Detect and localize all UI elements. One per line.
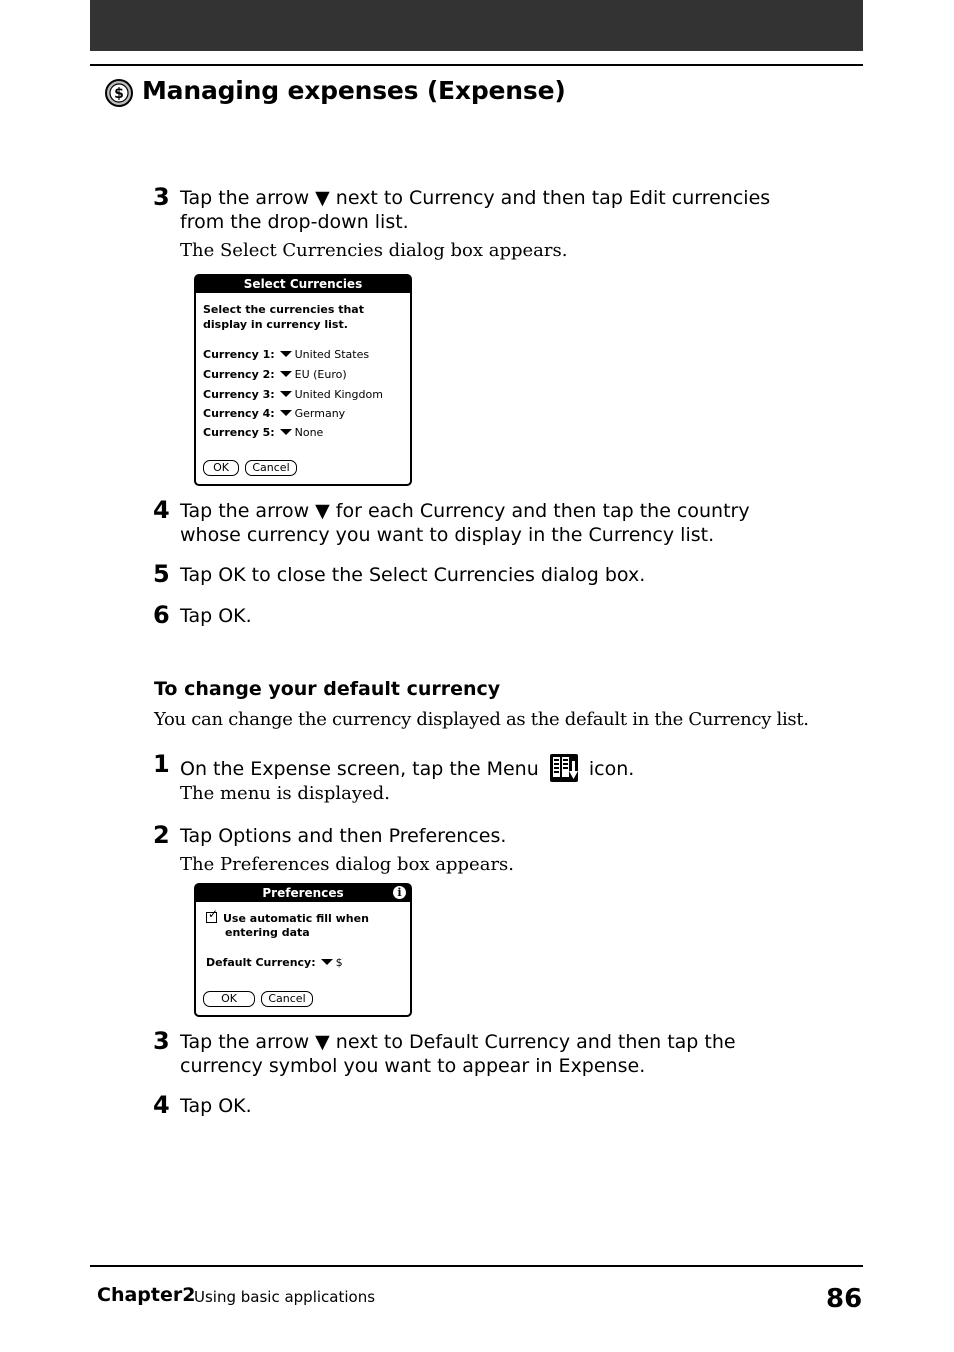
step-text: [180, 753, 634, 783]
checkbox-label-line: entering data: [225, 926, 310, 939]
footer-subtitle: Using basic applications: [194, 1288, 376, 1306]
step-number: 3: [153, 183, 170, 211]
dialog-title: Select Currencies: [196, 276, 410, 293]
ok-button[interactable]: OK: [203, 991, 255, 1007]
step-text: Tap the arrow ▼ for each Currency and then tap the country: [180, 500, 750, 522]
currency-value[interactable]: Germany: [294, 407, 346, 420]
step-number: 2: [153, 821, 170, 849]
cancel-button[interactable]: Cancel: [261, 991, 313, 1007]
header-rule: [90, 64, 863, 66]
default-currency-row[interactable]: [206, 956, 343, 969]
step-note: The Select Currencies dialog box appears.: [180, 240, 568, 261]
step-text: Tap the arrow ▼ next to Default Currency and then tap the: [180, 1031, 736, 1053]
currency-row[interactable]: [203, 407, 345, 420]
select-currencies-dialog: [194, 274, 412, 486]
ok-button[interactable]: OK: [203, 460, 239, 476]
step-number: 1: [153, 750, 170, 778]
autofill-checkbox-row[interactable]: [206, 912, 369, 925]
step-text: Tap OK.: [180, 1095, 252, 1117]
currency-label: Currency 2:: [203, 368, 275, 381]
checkbox-checked-icon[interactable]: [206, 912, 217, 923]
currency-value[interactable]: None: [294, 426, 324, 439]
step-number: 4: [153, 496, 170, 524]
step-text-part: icon.: [588, 758, 635, 780]
info-icon[interactable]: i: [393, 886, 406, 899]
step-number: 4: [153, 1091, 170, 1119]
dropdown-arrow-icon[interactable]: [280, 351, 292, 357]
step-number: 3: [153, 1027, 170, 1055]
footer-chapter: Chapter2: [97, 1284, 196, 1306]
dropdown-arrow-icon[interactable]: [280, 410, 292, 416]
footer-rule: [90, 1265, 863, 1267]
preferences-dialog: [194, 883, 412, 1017]
step-number: 6: [153, 601, 170, 629]
step-text: currency symbol you want to appear in Expense.: [180, 1055, 646, 1077]
default-currency-value[interactable]: $: [335, 956, 343, 969]
page-title: Managing expenses (Expense): [142, 76, 566, 105]
svg-text:$: $: [114, 86, 124, 102]
default-currency-label: Default Currency:: [206, 956, 316, 969]
dropdown-arrow-icon[interactable]: [321, 959, 333, 965]
dialog-title: [196, 885, 410, 902]
dialog-prompt: Select the currencies that: [203, 303, 364, 316]
step-text: Tap Options and then Preferences.: [180, 825, 507, 847]
currency-value[interactable]: United States: [294, 348, 370, 361]
page-number: 86: [826, 1284, 863, 1314]
section-intro: You can change the currency displayed as the default in the Currency list.: [154, 709, 809, 730]
header-bar: [90, 0, 863, 51]
currency-value[interactable]: United Kingdom: [294, 388, 383, 401]
currency-row[interactable]: [203, 426, 323, 439]
currency-row[interactable]: [203, 388, 383, 401]
checkbox-label: Use automatic fill when: [223, 912, 369, 925]
step-number: 5: [153, 560, 170, 588]
section-heading: To change your default currency: [154, 678, 501, 700]
currency-row[interactable]: [203, 368, 347, 381]
step-text: Tap OK to close the Select Currencies dialog box.: [180, 564, 646, 586]
currency-label: Currency 1:: [203, 348, 275, 361]
dropdown-arrow-icon[interactable]: [280, 371, 292, 377]
step-note: The menu is displayed.: [180, 783, 390, 804]
currency-label: Currency 5:: [203, 426, 275, 439]
expense-app-icon: [104, 78, 134, 108]
dialog-title-text: Preferences: [262, 886, 344, 900]
step-note: The Preferences dialog box appears.: [180, 854, 515, 875]
dropdown-arrow-icon[interactable]: [280, 391, 292, 397]
menu-icon: [549, 753, 579, 783]
currency-label: Currency 3:: [203, 388, 275, 401]
step-text: from the drop-down list.: [180, 211, 409, 233]
dialog-prompt: display in currency list.: [203, 318, 348, 331]
dropdown-arrow-icon[interactable]: [280, 429, 292, 435]
step-text: whose currency you want to display in the Currency list.: [180, 524, 715, 546]
step-text-part: On the Expense screen, tap the Menu: [180, 758, 539, 780]
currency-value[interactable]: EU (Euro): [294, 368, 347, 381]
step-text: Tap OK.: [180, 605, 252, 627]
currency-label: Currency 4:: [203, 407, 275, 420]
step-text: Tap the arrow ▼ next to Currency and then tap Edit currencies: [180, 187, 771, 209]
currency-row[interactable]: [203, 348, 369, 361]
cancel-button[interactable]: Cancel: [245, 460, 297, 476]
